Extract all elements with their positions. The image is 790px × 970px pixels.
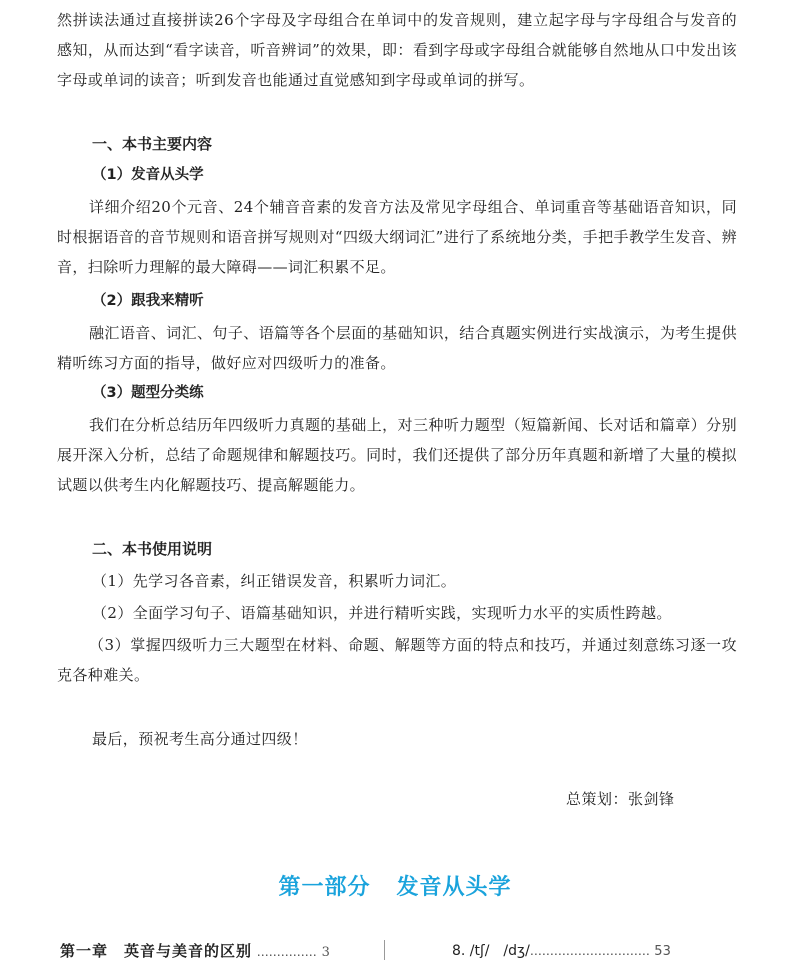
subsection-title-1: （1）发音从头学 — [92, 167, 204, 183]
toc-page-number: 3 — [321, 945, 330, 960]
toc-entry-title: 8. /tʃ/ /dʒ/ — [452, 943, 530, 959]
subsection-body-2: 融汇语音、词汇、句子、语篇等各个层面的基础知识，结合真题实例进行实战演示，为考生提供精听练习方面的指导，做好应对四级听力的准备。 — [57, 324, 737, 372]
usage-item-2: （2）全面学习句子、语篇基础知识，并进行精听实践，实现听力水平的实质性跨越。 — [92, 604, 672, 622]
intro-paragraph: 然拼读法通过直接拼读26个字母及字母组合在单词中的发音规则，建立起字母与字母组合与发音的感知，从而达到“看字读音，听音辨词”的效果，即：看到字母或字母组合就能够自然地从口中发出该字母或单词的读音；听到发音也能通过直觉感知到字母或单词的拼写。 — [57, 11, 737, 89]
section-heading-usage: 二、本书使用说明 — [92, 540, 213, 558]
toc-entry-chapter-1[interactable] — [60, 940, 380, 970]
subsection-body-1: 详细介绍20个元音、24个辅音音素的发音方法及常见字母组合、单词重音等基础语音知识，同时根据语音的音节规则和语音拼写规则对“四级大纲词汇”进行了系统地分类，手把手教学生发音、辨音，扫除听力理解的最大障碍——词汇积累不足。 — [57, 198, 737, 276]
section-heading-contents: 一、本书主要内容 — [92, 135, 213, 153]
toc-leader-dots: ………………………… — [529, 944, 650, 958]
subsection-body-3: 我们在分析总结历年四级听力真题的基础上，对三种听力题型（短篇新闻、长对话和篇章）分别展开深入分析，总结了命题规律和解题技巧。同时，我们还提供了部分历年真题和新增了大量的模拟试题以供考生内化解题技巧、提高解题能力。 — [57, 416, 737, 494]
part-number: 第一部分 — [278, 875, 371, 900]
toc-page-number: 53 — [654, 944, 671, 959]
toc-column-divider — [384, 940, 385, 960]
usage-item-1: （1）先学习各音素，纠正错误发音，积累听力词汇。 — [92, 572, 457, 590]
usage-item-3: （3）掌握四级听力三大题型在材料、命题、解题等方面的特点和技巧，并通过刻意练习逐一攻克各种难关。 — [57, 636, 737, 684]
toc-entry-title: 第一章 英音与美音的区别 — [60, 942, 253, 960]
subsection-title-3: （3）题型分类练 — [92, 385, 204, 401]
part-title — [0, 873, 790, 903]
toc-leader-dots: …………… — [256, 945, 317, 959]
signature: 总策划：张剑锋 — [566, 790, 675, 808]
part-name: 发音从头学 — [396, 875, 512, 900]
toc-entry-item-8[interactable] — [452, 940, 742, 964]
closing-line: 最后，预祝考生高分通过四级！ — [92, 730, 308, 748]
subsection-title-2: （2）跟我来精听 — [92, 293, 204, 309]
